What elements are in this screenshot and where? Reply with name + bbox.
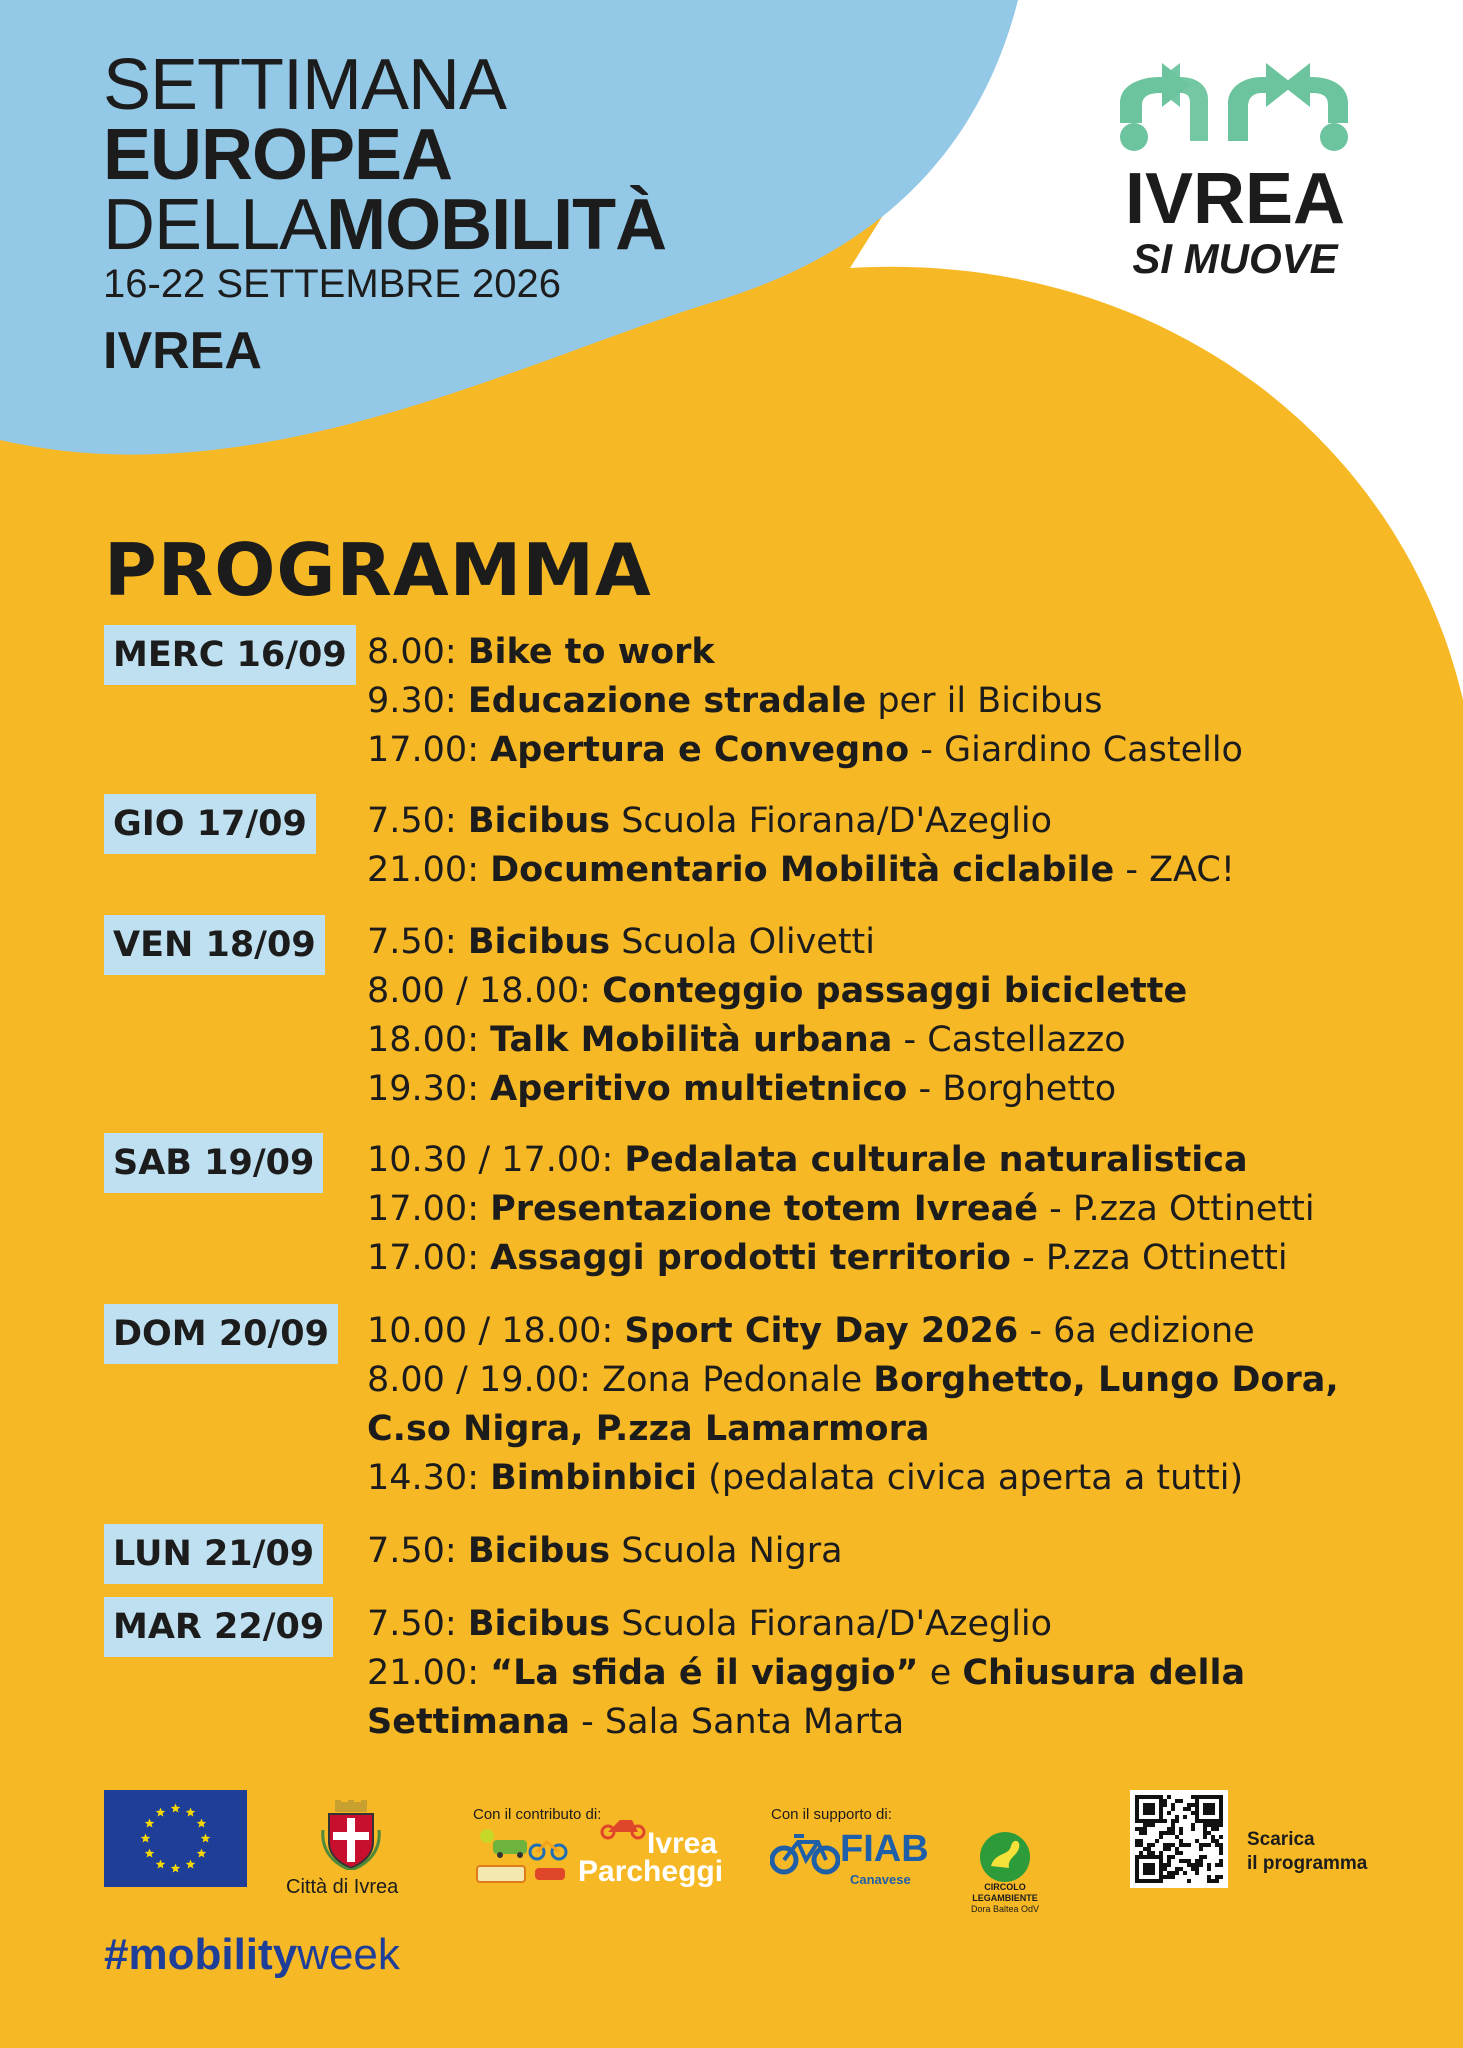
event-line (367, 1016, 1447, 1065)
eu-star-icon (145, 1849, 155, 1858)
event-line (367, 677, 1447, 726)
event-detail-text: - Borghetto (907, 1069, 1117, 1109)
event-line (367, 1527, 1447, 1576)
event-detail-text: 17.00: (367, 730, 491, 770)
event-detail-text: 7.50: (367, 1531, 468, 1571)
event-detail-text: 7.50: (367, 922, 468, 962)
event-title-text: Apertura e Convegno (490, 730, 910, 770)
bicycle-icon (770, 1830, 840, 1876)
eu-star-icon (156, 1808, 166, 1817)
day-badge: LUN 21/09 (104, 1524, 323, 1584)
event-detail-text: e (918, 1653, 963, 1693)
event-detail-text: 8.00 / 19.00: Zona Pedonale (367, 1360, 874, 1400)
eu-star-icon (197, 1819, 207, 1828)
event-detail-text: Scuola Fiorana/D'Azeglio (610, 1604, 1053, 1644)
event-title-text: Aperitivo multietnico (490, 1069, 908, 1109)
parcheggi-line2: Parcheggi (578, 1855, 724, 1888)
event-detail-text: 8.00: (367, 632, 468, 672)
event-title-text: Chiusura della (962, 1653, 1246, 1693)
event-dates: 16-22 SETTEMBRE 2026 (103, 262, 561, 306)
legambiente-name: CIRCOLO LEGAMBIENTE (972, 1882, 1038, 1903)
event-line (367, 797, 1447, 846)
day-badge: VEN 18/09 (104, 915, 325, 975)
event-title-text: Pedalata culturale naturalistica (624, 1140, 1248, 1180)
eu-star-icon (145, 1819, 155, 1828)
day-badge: MERC 16/09 (104, 625, 356, 685)
eu-star-icon (156, 1860, 166, 1869)
event-detail-text: 10.00 / 18.00: (367, 1311, 625, 1351)
scarica-line1: Scarica (1247, 1829, 1315, 1850)
event-detail-text: 19.30: (367, 1069, 491, 1109)
event-title-text: Documentario Mobilità ciclabile (490, 850, 1115, 890)
title-line-europea: EUROPEA (103, 115, 453, 195)
event-title-text: “La sfida é il viaggio” (490, 1653, 919, 1693)
legambiente-sub: Dora Baltea OdV (970, 1904, 1040, 1914)
eu-star-icon (186, 1860, 196, 1869)
legambiente-label (955, 1882, 1055, 1915)
day-badge: GIO 17/09 (104, 794, 316, 854)
event-line (367, 1234, 1447, 1283)
event-line (367, 1600, 1447, 1649)
ivrea-si-muove-logo (1105, 55, 1365, 283)
day-badge: MAR 22/09 (104, 1597, 333, 1657)
hashtag (104, 1930, 400, 1980)
city-crest-icon (321, 1800, 381, 1870)
event-detail-text: 21.00: (367, 850, 491, 890)
day-badge: SAB 19/09 (104, 1133, 323, 1193)
event-title-text: Bicibus (467, 801, 611, 841)
event-detail-text: Scuola Fiorana/D'Azeglio (610, 801, 1053, 841)
event-detail-text: 7.50: (367, 801, 468, 841)
event-detail-text: - Castellazzo (892, 1020, 1126, 1060)
event-title-text: Talk Mobilità urbana (490, 1020, 893, 1060)
title-line-mobilita (103, 185, 667, 265)
event-title-text: Bicibus (467, 922, 611, 962)
event-line (367, 726, 1447, 775)
event-title-text: Bicibus (467, 1531, 611, 1571)
event-detail-text: 7.50: (367, 1604, 468, 1644)
event-detail-text: - P.zza Ottinetti (1037, 1189, 1315, 1229)
event-line (367, 1065, 1447, 1114)
eu-star-icon (197, 1849, 207, 1858)
title-della: DELLA (103, 185, 327, 265)
day-events (367, 918, 1447, 1114)
event-line (367, 1307, 1447, 1356)
event-title-text: Assaggi prodotti territorio (490, 1238, 1011, 1278)
event-detail-text: 17.00: (367, 1189, 491, 1229)
event-detail-text: - Giardino Castello (909, 730, 1243, 770)
hashtag-bold: mobility (128, 1930, 298, 1979)
event-title-text: C.so Nigra, P.zza Lamarmora (367, 1409, 930, 1449)
event-line (367, 1356, 1447, 1405)
hashtag-prefix: # (104, 1930, 129, 1979)
scarica-programma-label (1247, 1828, 1367, 1876)
qr-code-icon[interactable] (1130, 1790, 1228, 1888)
day-events (367, 628, 1447, 775)
event-detail-text: per il Bicibus (866, 681, 1103, 721)
event-detail-text: 17.00: (367, 1238, 491, 1278)
eu-flag-icon (104, 1790, 247, 1887)
day-events (367, 1527, 1447, 1576)
event-title-text: Bicibus (467, 1604, 611, 1644)
event-detail-text: - ZAC! (1114, 850, 1235, 890)
event-detail-text: Scuola Nigra (610, 1531, 843, 1571)
event-line (367, 1136, 1447, 1185)
event-detail-text: - 6a edizione (1018, 1311, 1255, 1351)
event-detail-text: 18.00: (367, 1020, 491, 1060)
event-line (367, 1185, 1447, 1234)
event-line (367, 918, 1447, 967)
event-line (367, 967, 1447, 1016)
mobility-vehicles-icon (475, 1828, 585, 1888)
eu-star-icon (171, 1864, 181, 1873)
day-events (367, 797, 1447, 895)
event-title-text: Sport City Day 2026 (624, 1311, 1019, 1351)
event-line (367, 628, 1447, 677)
fiab-logo: FIAB (840, 1828, 929, 1870)
event-detail-text: 21.00: (367, 1653, 491, 1693)
event-title (103, 45, 667, 381)
title-mobilita: MOBILITÀ (326, 185, 667, 265)
event-detail-text: 9.30: (367, 681, 468, 721)
logo-name: IVREA (1124, 159, 1346, 239)
event-detail-text: - Sala Santa Marta (570, 1702, 905, 1742)
event-line (367, 1405, 1447, 1454)
event-line (367, 846, 1447, 895)
event-line (367, 1454, 1447, 1503)
event-detail-text: (pedalata civica aperta a tutti) (697, 1458, 1244, 1498)
title-line-settimana: SETTIMANA (103, 45, 507, 125)
legambiente-swan-icon (977, 1830, 1033, 1884)
event-line (367, 1698, 1447, 1747)
parcheggi-line1: Ivrea (646, 1827, 718, 1860)
eu-star-icon (141, 1834, 151, 1843)
logo-tagline: SI MUOVE (1132, 235, 1338, 282)
footer-sponsors (0, 1790, 1463, 2040)
eu-star-icon (186, 1808, 196, 1817)
ivrea-parcheggi-logo (578, 1827, 724, 1888)
programma-heading: PROGRAMMA (104, 528, 652, 612)
event-title-text: Bimbinbici (490, 1458, 698, 1498)
event-line (367, 1649, 1447, 1698)
day-events (367, 1136, 1447, 1283)
contributo-label: Con il contributo di: (473, 1806, 602, 1823)
event-title-text: Borghetto, Lungo Dora, (873, 1360, 1339, 1400)
supporto-label: Con il supporto di: (771, 1806, 892, 1823)
eu-star-icon (171, 1804, 181, 1813)
event-detail-text: Scuola Olivetti (610, 922, 875, 962)
day-badge: DOM 20/09 (104, 1304, 338, 1364)
event-detail-text: - P.zza Ottinetti (1010, 1238, 1288, 1278)
day-events (367, 1307, 1447, 1503)
event-title-text: Settimana (367, 1702, 571, 1742)
eu-star-icon (201, 1834, 211, 1843)
event-detail-text: 10.30 / 17.00: (367, 1140, 625, 1180)
event-title-text: Educazione stradale (467, 681, 867, 721)
event-title-text: Bike to work (467, 632, 715, 672)
citta-di-ivrea-label: Città di Ivrea (286, 1876, 399, 1898)
event-detail-text: 8.00 / 18.00: (367, 971, 603, 1011)
event-title-text: Presentazione totem Ivreaé (490, 1189, 1038, 1229)
event-detail-text: 14.30: (367, 1458, 491, 1498)
scarica-line2: il programma (1247, 1853, 1368, 1874)
event-city: IVREA (103, 322, 262, 380)
event-title-text: Conteggio passaggi biciclette (602, 971, 1188, 1011)
day-events (367, 1600, 1447, 1747)
arrows-logo-icon (1110, 55, 1360, 155)
fiab-canavese: Canavese (850, 1872, 911, 1887)
hashtag-rest: week (297, 1930, 400, 1979)
